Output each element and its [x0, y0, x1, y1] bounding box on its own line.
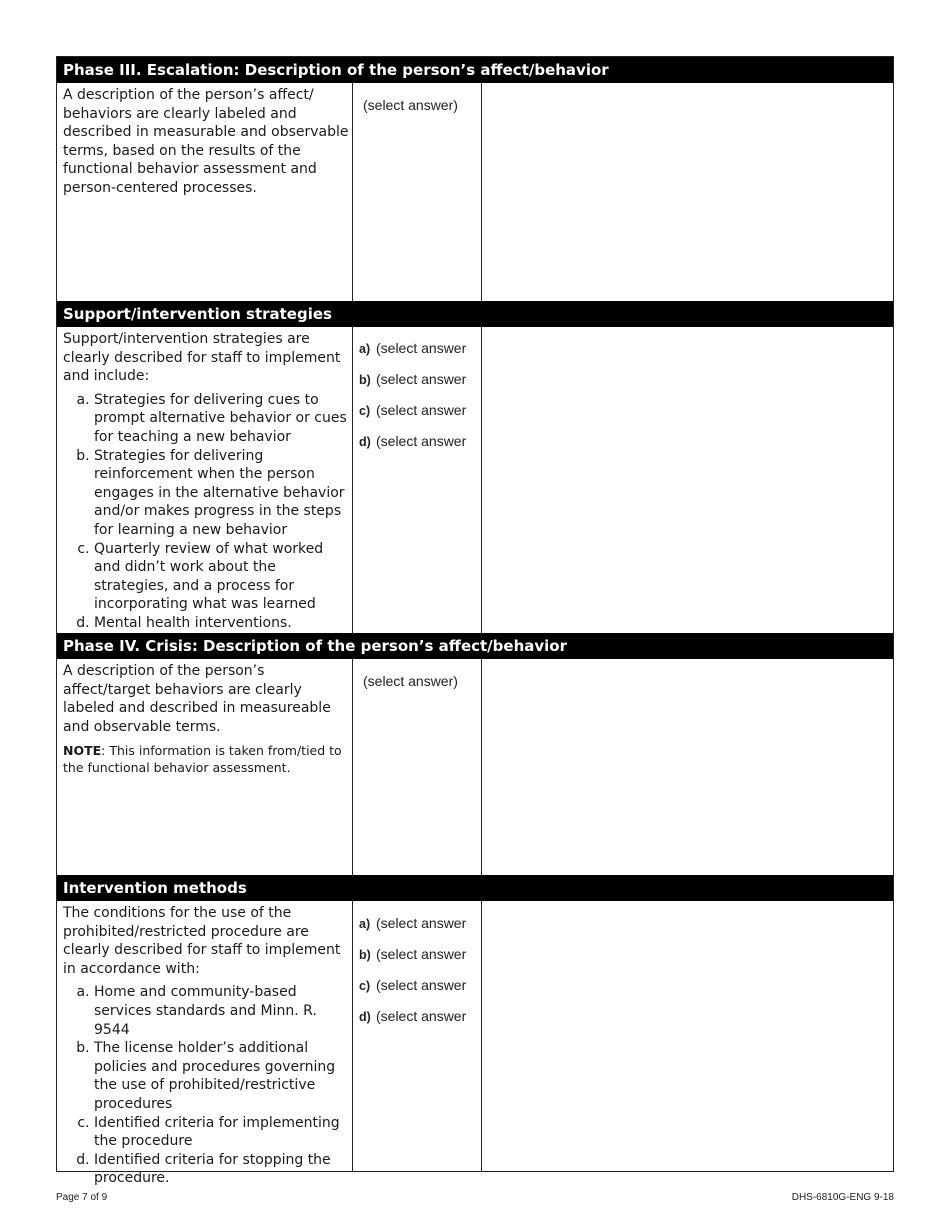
- form-table: [56, 56, 894, 1187]
- phase-iv-note: NOTE: This information is taken from/tied to the functional behavior assessment.: [63, 743, 342, 776]
- column-divider: [481, 659, 482, 875]
- support-strategies-description: Support/intervention strategies are clearly described for staff to implement and include: a. Strategies for delivering cues to prompt alternative behavior or cues for teaching a new behavior b. Strategies for delivering reinforcement when the person engages in the alternative behavior and/or makes progress in the steps for learning a new behavior c. Quarterly review of what worked and didn’t work about the strategies, and a process for incorporating what was learned d. Mental health interventions.: [63, 330, 351, 633]
- section-header-phase-iv: Phase IV. Crisis: Description of the person’s affect/behavior: [57, 633, 893, 659]
- phase-iv-description: A description of the person’s affect/target behaviors are clearly labeled and described in measureable and observable terms. NOTE: This information is taken from/tied to the functional behavior assessment.: [63, 662, 351, 776]
- list-item: d. Identified criteria for stopping the procedure.: [94, 1151, 351, 1188]
- column-divider: [352, 327, 353, 633]
- intervention-methods-list: [63, 983, 351, 1188]
- column-divider: [481, 901, 482, 1171]
- list-item: b. Strategies for delivering reinforcement when the person engages in the alternative behavior and/or makes progress in the steps for learning a new behavior: [94, 447, 351, 540]
- form-id: DHS-6810G-ENG 9-18: [791, 1192, 894, 1203]
- page-number: Page 7 of 9: [56, 1192, 108, 1203]
- column-divider: [352, 659, 353, 875]
- answer-select-a[interactable]: a) (select answer: [359, 340, 467, 356]
- answer-select-a[interactable]: a) (select answer: [359, 915, 467, 931]
- answer-select-d[interactable]: d) (select answer: [359, 1008, 467, 1024]
- intervention-methods-description: The conditions for the use of the prohibited/restricted procedure are clearly described for staff to implement in accordance with: a. Home and community-based services standards and Minn. R. 9544 b. The license holder’s additional policies and procedures governing the use of prohibited/restrictive procedures c. Identified criteria for implementing the procedure d. Identified criteria for stopping the procedure.: [63, 904, 351, 1188]
- list-item: c. Identified criteria for implementing the procedure: [94, 1114, 351, 1151]
- support-strategies-comment-field[interactable]: [482, 327, 893, 633]
- section-header-support-strategies: Support/intervention strategies: [57, 301, 893, 327]
- answer-select-d[interactable]: d) (select answer: [359, 433, 467, 449]
- support-strategies-list: [63, 391, 351, 633]
- phase-iii-description: A description of the person’s affect/ behaviors are clearly labeled and described in measurable and observable terms, based on the results of the functional behavior assessment and person-centered processes.: [63, 87, 349, 196]
- phase-iv-comment-field[interactable]: [482, 659, 893, 875]
- column-divider: [352, 901, 353, 1171]
- column-divider: [481, 83, 482, 301]
- phase-iii-comment-field[interactable]: [482, 83, 893, 301]
- list-item: a. Home and community-based services standards and Minn. R. 9544: [94, 983, 351, 1039]
- list-item: d. Mental health interventions.: [94, 614, 351, 633]
- answer-select-c[interactable]: c) (select answer: [359, 977, 467, 993]
- answer-select-c[interactable]: c) (select answer: [359, 402, 467, 418]
- answer-select-b[interactable]: b) (select answer: [359, 946, 467, 962]
- intervention-methods-comment-field[interactable]: [482, 901, 893, 1171]
- intervention-methods-answers: [359, 915, 469, 1039]
- section-header-intervention-methods: Intervention methods: [57, 875, 893, 901]
- section-header-phase-iii: Phase III. Escalation: Description of the person’s affect/behavior: [57, 57, 893, 83]
- phase-iii-answer-select[interactable]: (select answer): [363, 97, 458, 113]
- list-item: c. Quarterly review of what worked and didn’t work about the strategies, and a process for incorporating what was learned: [94, 540, 351, 614]
- list-item: b. The license holder’s additional policies and procedures governing the use of prohibited/restrictive procedures: [94, 1039, 351, 1113]
- phase-iv-answer-select[interactable]: (select answer): [363, 673, 458, 689]
- list-item: a. Strategies for delivering cues to prompt alternative behavior or cues for teaching a new behavior: [94, 391, 351, 447]
- support-strategies-answers: [359, 340, 469, 464]
- column-divider: [352, 83, 353, 301]
- column-divider: [481, 327, 482, 633]
- answer-select-b[interactable]: b) (select answer: [359, 371, 467, 387]
